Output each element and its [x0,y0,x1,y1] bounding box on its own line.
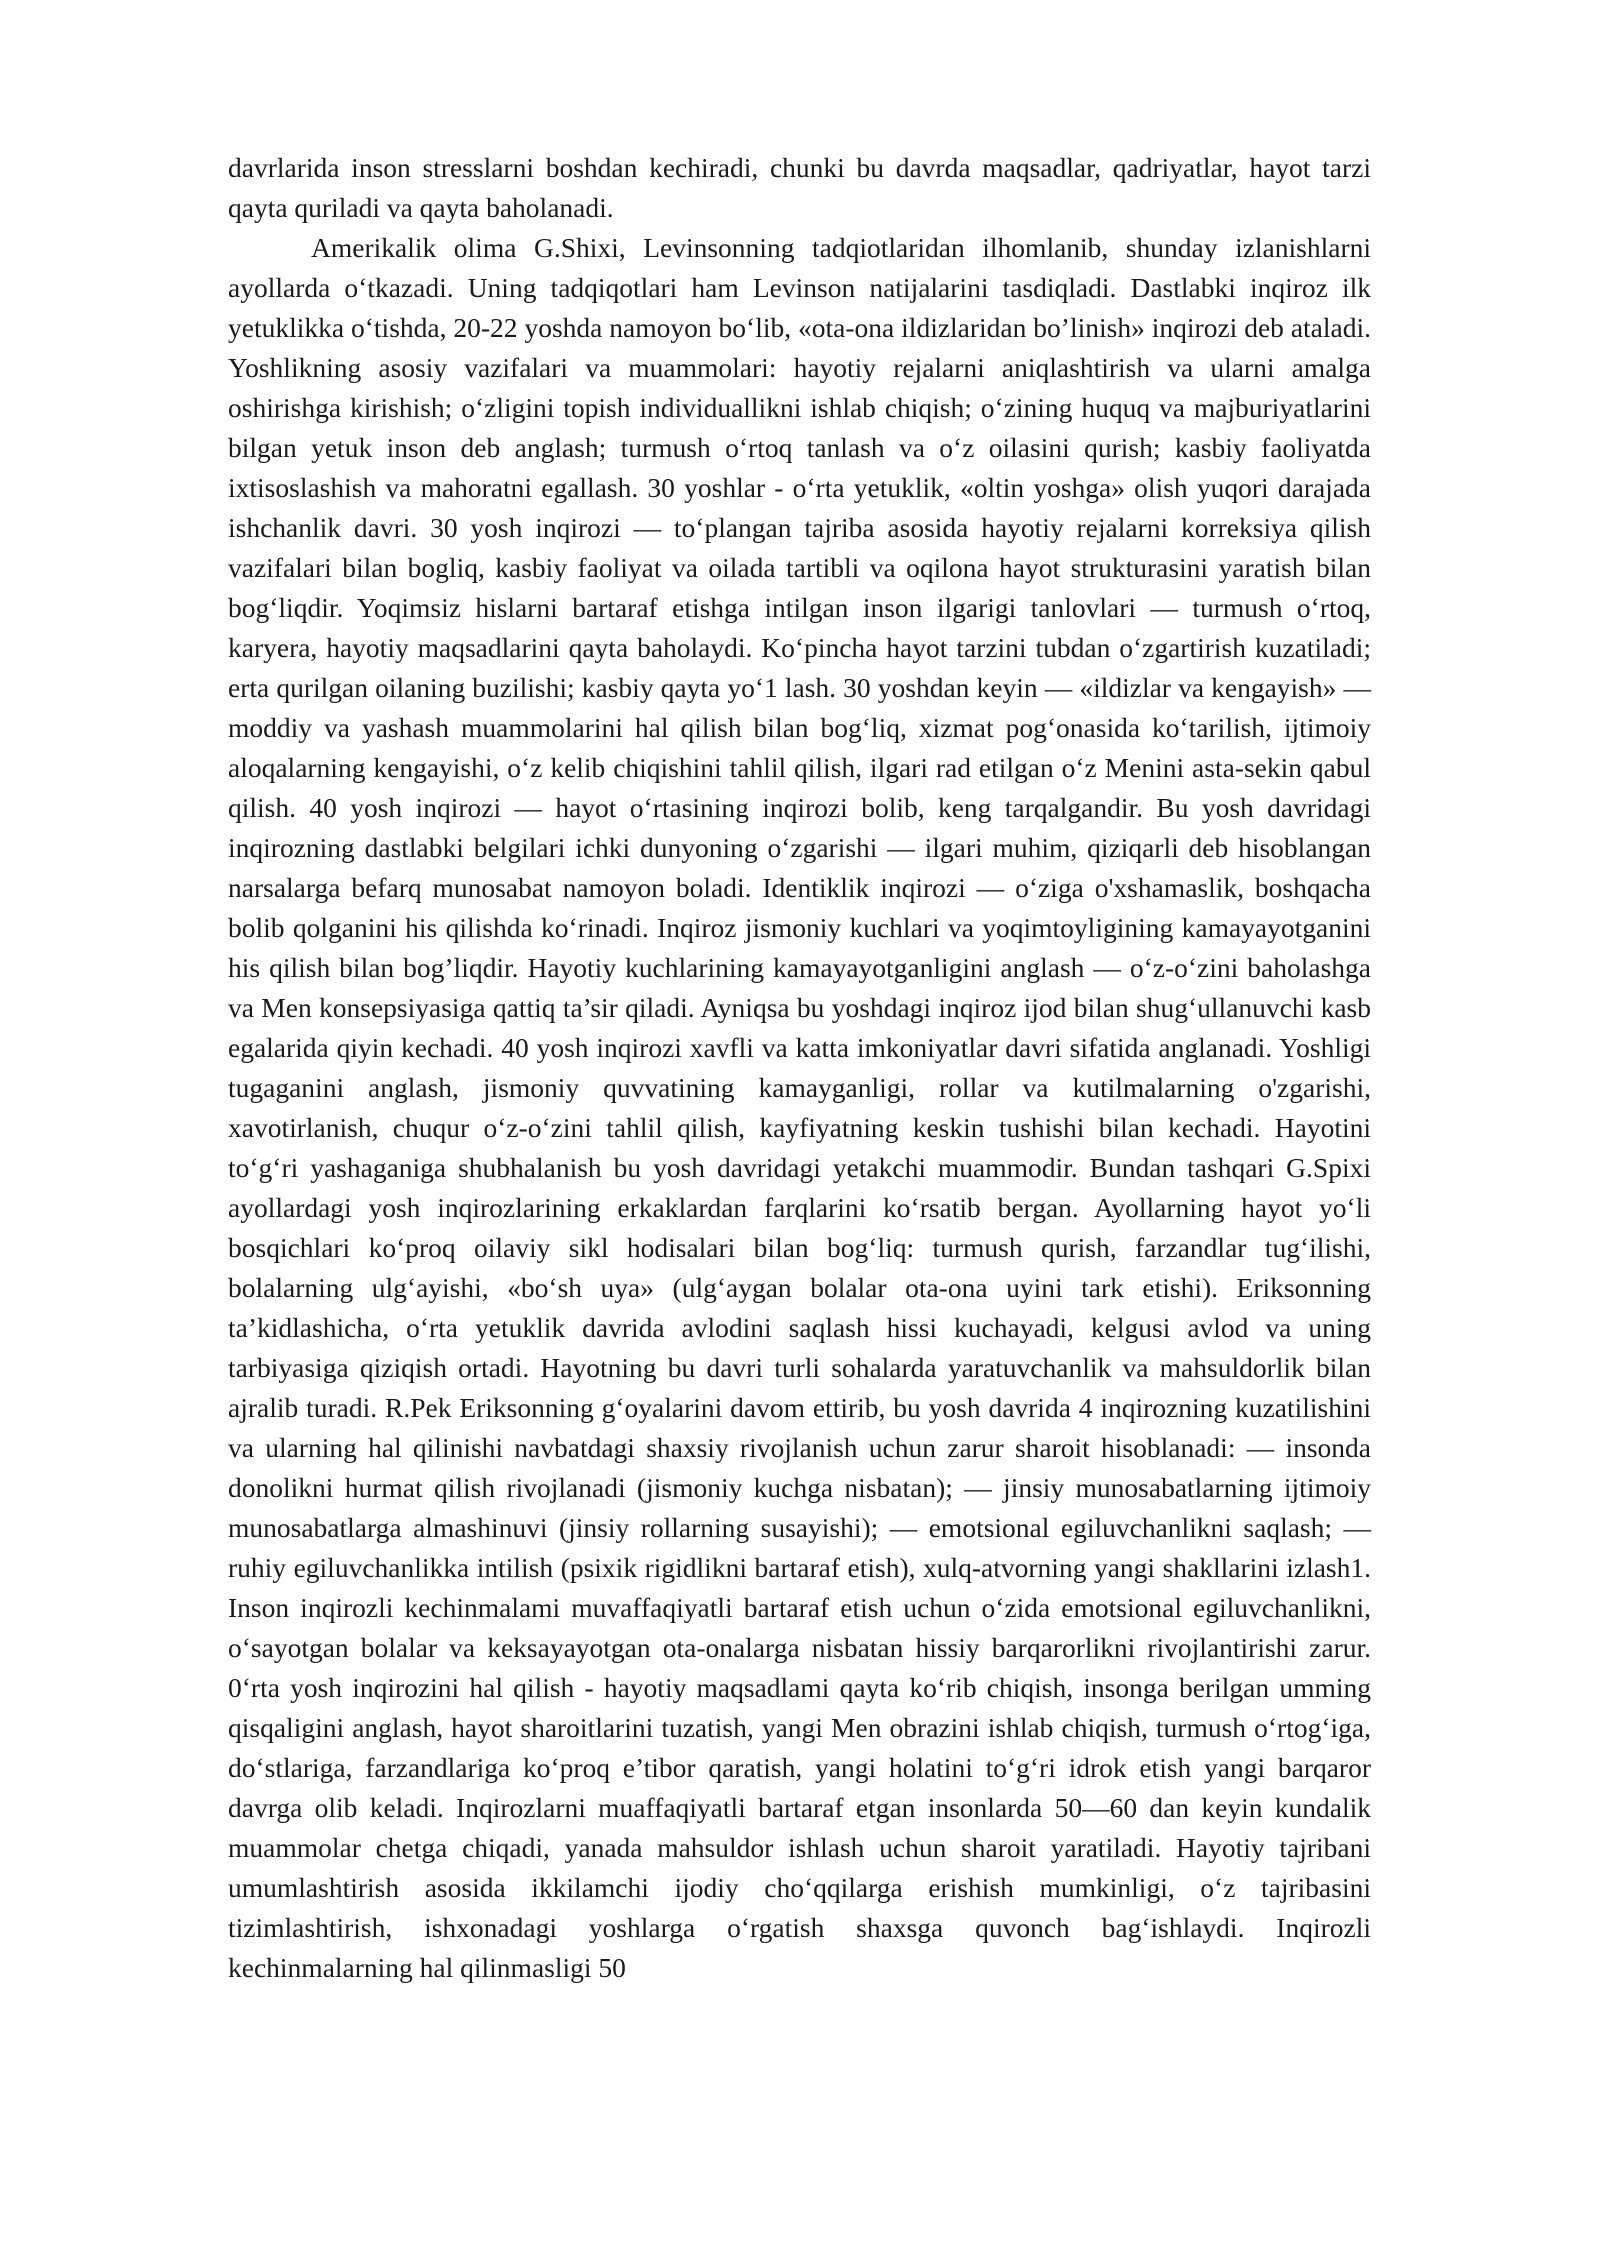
paragraph-continuation: davrlarida inson stresslarni boshdan kechiradi, chunki bu davrda maqsadlar, qadriyatlar, hayot tarzi qayta quriladi va qayta baholanadi. [228,152,1371,223]
paragraph-main: Amerikalik olima G.Shixi, Levinsonning tadqiotlaridan ilhomlanib, shunday izlanishlarni ayollarda o‘tkazadi. Uning tadqiqotlari ham Levinson natijalarini tasdiqladi. Dastlabki inqiroz ilk yetuklikka o‘tishda, 20-22 yoshda namoyon bo‘lib, «ota-ona ildizlaridan bo’linish» inqirozi deb ataladi. Yoshlikning asosiy vazifalari va muammolari: hayotiy rejalarni aniqlashtirish va ularni amalga oshirishga kirishish; o‘zligini topish individuallikni ishlab chiqish; o‘zining huquq va majburiyatlarini bilgan yetuk inson deb anglash; turmush o‘rtoq tanlash va o‘z oilasini qurish; kasbiy faoliyatda ixtisoslashish va mahoratni egallash. 30 yoshlar - o‘rta yetuklik, «oltin yoshga» olish yuqori darajada ishchanlik davri. 30 yosh inqirozi — to‘plangan tajriba asosida hayotiy rejalarni korreksiya qilish vazifalari bilan bogliq, kasbiy faoliyat va oilada tartibli va oqilona hayot strukturasini yaratish bilan bog‘liqdir. Yoqimsiz hislarni bartaraf etishga intilgan inson ilgarigi tanlovlari — turmush o‘rtoq, karyera, hayotiy maqsadlarini qayta baholaydi. Ko‘pincha hayot tarzini tubdan o‘zgartirish kuzatiladi; erta qurilgan oilaning buzilishi; kasbiy qayta yo‘1 lash. 30 yoshdan keyin — «ildizlar va kengayish» — moddiy va yashash muammolarini hal qilish bilan bog‘liq, xizmat pog‘onasida ko‘tarilish, ijtimoiy aloqalarning kengayishi, o‘z kelib chiqishini tahlil qilish, ilgari rad etilgan o‘z Menini asta-sekin qabul qilish. 40 yosh inqirozi — hayot o‘rtasining inqirozi bolib, keng tarqalgandir. Bu yosh davridagi inqirozning dastlabki belgilari ichki dunyoning o‘zgarishi — ilgari muhim, qiziqarli deb hisoblangan narsalarga befarq munosabat namoyon boladi. Identiklik inqirozi — o‘ziga o'xshamaslik, boshqacha bolib qolganini his qilishda ko‘rinadi. Inqiroz jismoniy kuchlari va yoqimtoyligining kamayayotganini his qilish bilan bog’liqdir. Hayotiy kuchlarining kamayayotganligini anglash — o‘z-o‘zini baholashga va Men konsepsiyasiga qattiq ta’sir qiladi. Ayniqsa bu yoshdagi inqiroz ijod bilan shug‘ullanuvchi kasb egalarida qiyin kechadi. 40 yosh inqirozi xavfli va katta imkoniyatlar davri sifatida anglanadi. Yoshligi tugaganini anglash, jismoniy quvvatining kamayganligi, rollar va kutilmalarning o'zgarishi, xavotirlanish, chuqur o‘z-o‘zini tahlil qilish, kayfiyatning keskin tushishi bilan kechadi. Hayotini to‘g‘ri yashaganiga shubhalanish bu yosh davridagi yetakchi muammodir. Bundan tashqari G.Spixi ayollardagi yosh inqirozlarining erkaklardan farqlarini ko‘rsatib bergan. Ayollarning hayot yo‘li bosqichlari ko‘proq oilaviy sikl hodisalari bilan bog‘liq: turmush qurish, farzandlar tug‘ilishi, bolalarning ulg‘ayishi, «bo‘sh uya» (ulg‘aygan bolalar ota-ona uyini tark etishi). Eriksonning ta’kidlashicha, o‘rta yetuklik davrida avlodini saqlash hissi kuchayadi, kelgusi avlod va uning tarbiyasiga qiziqish ortadi. Hayotning bu davri turli sohalarda yaratuvchanlik va mahsuldorlik bilan ajralib turadi. R.Pek Eriksonning g‘oyalarini davom ettirib, bu yosh davrida 4 inqirozning kuzatilishini va ularning hal qilinishi navbatdagi shaxsiy rivojlanish uchun zarur sharoit hisoblanadi: — insonda donolikni hurmat qilish rivojlanadi (jismoniy kuchga nisbatan); — jinsiy munosabatlarning ijtimoiy munosabatlarga almashinuvi (jinsiy rollarning susayishi); — emotsional egiluvchanlikni saqlash; — ruhiy egiluvchanlikka intilish (psixik rigidlikni bartaraf etish), xulq-atvorning yangi shakllarini izlash1. Inson inqirozli kechinmalami muvaffaqiyatli bartaraf etish uchun o‘zida emotsional egiluvchanlikni, o‘sayotgan bolalar va keksayayotgan ota-onalarga nisbatan hissiy barqarorlikni rivojlantirishi zarur. 0‘rta yosh inqirozini hal qilish - hayotiy maqsadlami qayta ko‘rib chiqish, insonga berilgan umming qisqaligini anglash, hayot sharoitlarini tuzatish, yangi Men obrazini ishlab chiqish, turmush o‘rtog‘iga, do‘stlariga, farzandlariga ko‘proq e’tibor qaratish, yangi holatini to‘g‘ri idrok etish yangi barqaror davrga olib keladi. Inqirozlarni muaffaqiyatli bartaraf etgan insonlarda 50—60 dan keyin kundalik muammolar chetga chiqadi, yanada mahsuldor ishlash uchun sharoit yaratiladi. Hayotiy tajribani umumlashtirish asosida ikkilamchi ijodiy cho‘qqilarga erishish mumkinligi, o‘z tajribasini tizimlashtirish, ishxonadagi yoshlarga o‘rgatish shaxsga quvonch bag‘ishlaydi. Inqirozli kechinmalarning hal qilinmasligi 50 [228,232,1371,1983]
document-page [228,148,1371,1988]
